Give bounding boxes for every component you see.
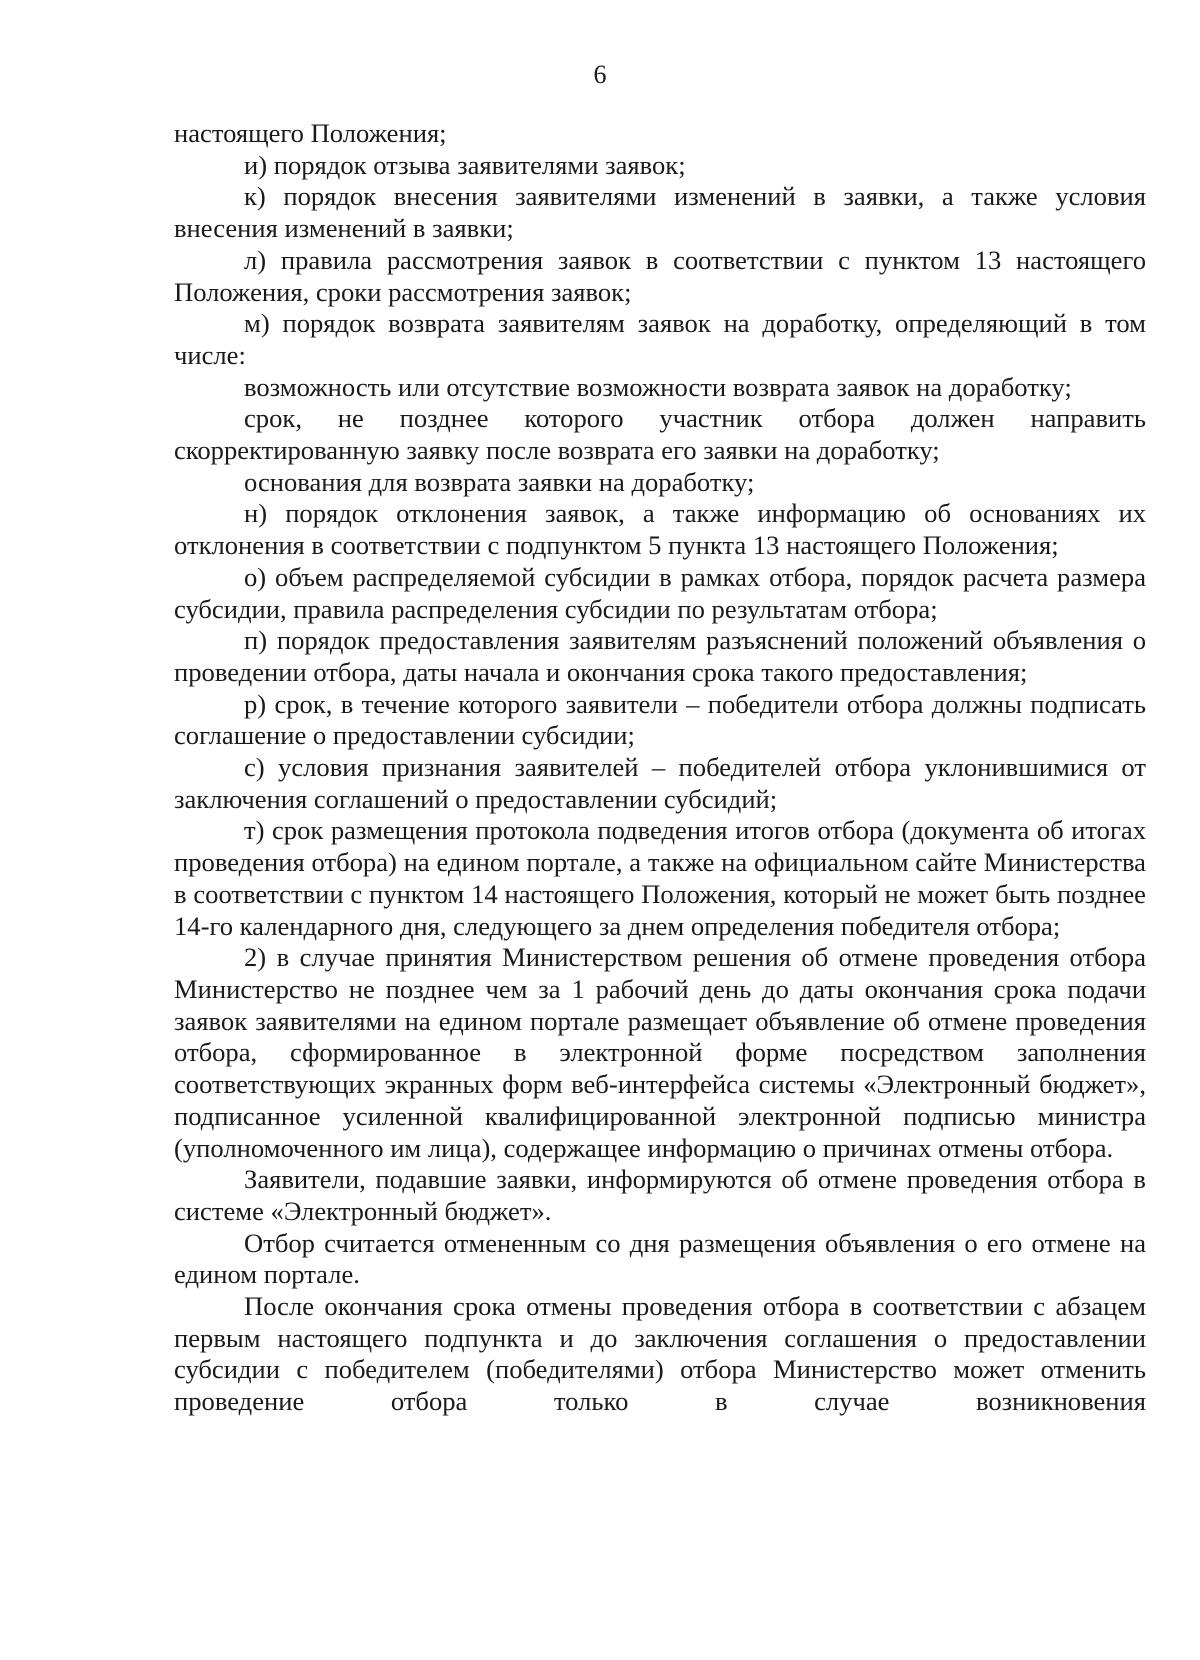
paragraph: п) порядок предоставления заявителям разъяснений положений объявления о проведении отбора, даты начала и окончания срока такого предоставления;	[174, 625, 1146, 687]
paragraph: н) порядок отклонения заявок, а также информацию об основаниях их отклонения в соответствии с подпунктом 5 пункта 13 настоящего Положения;	[174, 498, 1146, 561]
document-body	[174, 118, 1146, 1418]
paragraph: Заявители, подавшие заявки, информируются об отмене проведения отбора в системе «Электронный бюджет».	[174, 1164, 1146, 1226]
paragraph: После окончания срока отмены проведения отбора в соответствии с абзацем первым настоящего подпункта и до заключения соглашения о предоставлении субсидии с победителем (победителями) отбора Министерство может отменить проведение отбора только в случае возникновения	[174, 1291, 1146, 1417]
paragraph: т) срок размещения протокола подведения итогов отбора (документа об итогах проведения отбора) на едином портале, а также на официальном сайте Министерства в соответствии с пунктом 14 настоящего Положения, который не может быть позднее 14-го календарного дня, следующего за днем определения победителя отбора;	[174, 815, 1146, 941]
paragraph: м) порядок возврата заявителям заявок на доработку, определяющий в том числе:	[174, 308, 1146, 370]
paragraph: 2) в случае принятия Министерством решения об отмене проведения отбора Министерство не позднее чем за 1 рабочий день до даты окончания срока подачи заявок заявителями на едином портале размещает объявление об отмене проведения отбора, сформированное в электронной форме посредством заполнения соответствующих экранных форм веб-интерфейса системы «Электронный бюджет», подписанное усиленной квалифицированной электронной подписью министра (уполномоченного им лица), содержащее информацию о причинах отмены отбора.	[174, 942, 1146, 1163]
paragraph: срок, не позднее которого участник отбора должен направить скорректированную заявку после возврата его заявки на доработку;	[174, 403, 1146, 466]
paragraph: к) порядок внесения заявителями изменений в заявки, а также условия внесения изменений в заявки;	[174, 181, 1146, 244]
paragraph: с) условия признания заявителей – победителей отбора уклонившимися от заключения соглашений о предоставлении субсидий;	[174, 752, 1146, 814]
paragraph: основания для возврата заявки на доработку;	[244, 466, 755, 497]
page-number: 6	[593, 60, 607, 89]
paragraph: настоящего Положения;	[174, 118, 447, 148]
paragraph: и) порядок отзыва заявителями заявок;	[244, 149, 686, 180]
paragraph: о) объем распределяемой субсидии в рамках отбора, порядок расчета размера субсидии, правила распределения субсидии по результатам отбора;	[174, 561, 1146, 624]
paragraph: л) правила рассмотрения заявок в соответствии с пунктом 13 настоящего Положения, сроки рассмотрения заявок;	[174, 244, 1146, 307]
paragraph: Отбор считается отмененным со дня размещения объявления о его отмене на едином портале.	[174, 1227, 1146, 1290]
paragraph: возможность или отсутствие возможности возврата заявок на доработку;	[244, 371, 1072, 402]
paragraph: р) срок, в течение которого заявители – победители отбора должны подписать соглашение о предоставлении субсидии;	[174, 688, 1146, 751]
